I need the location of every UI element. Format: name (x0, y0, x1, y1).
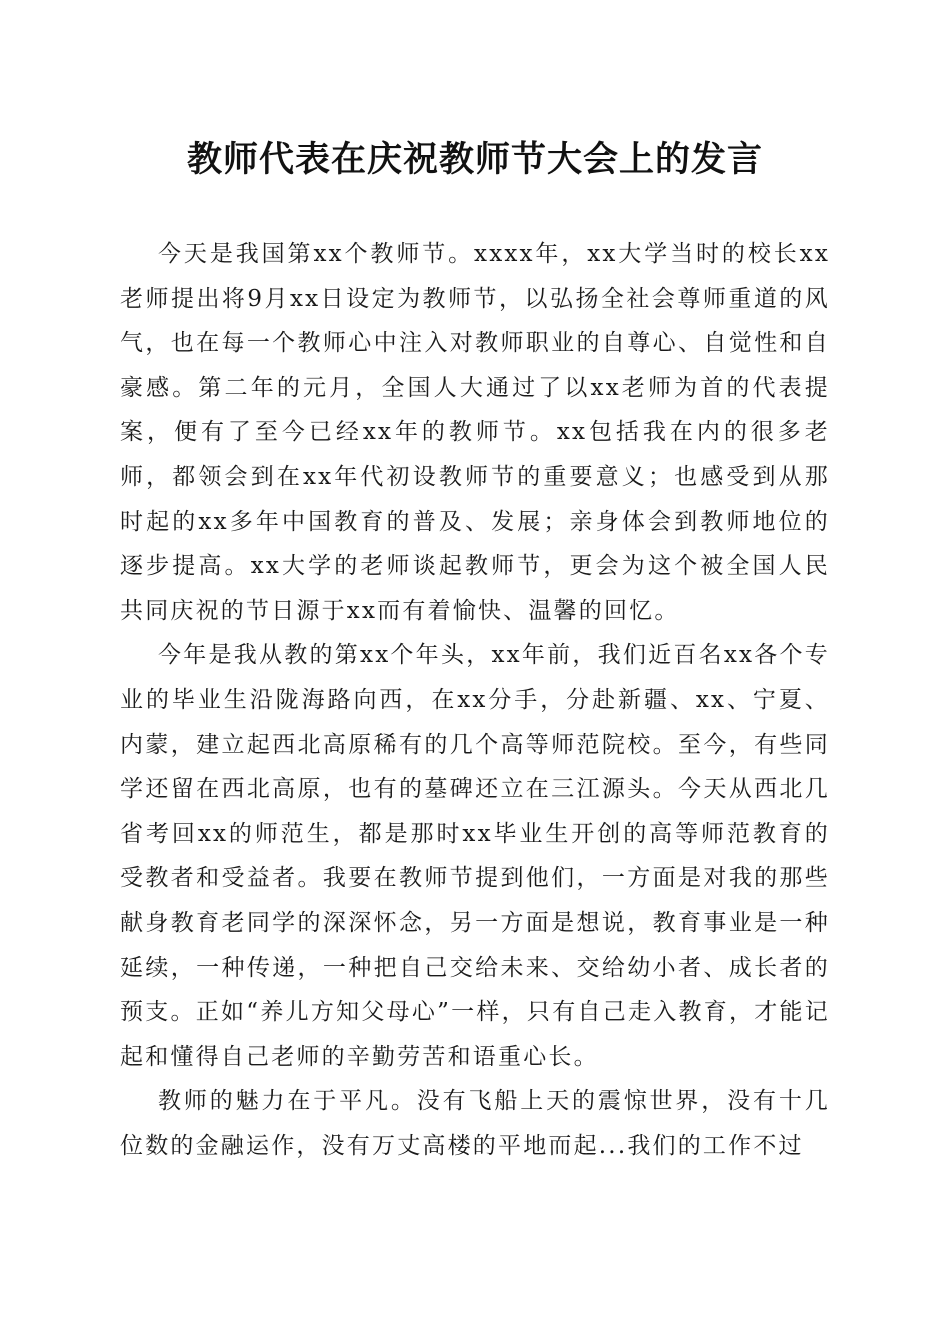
paragraph-2: 今年是我从教的第xx个年头，xx年前，我们近百名xx各个专业的毕业生沿陇海路向西，在xx分手，分赴新疆、xx、宁夏、内蒙，建立起西北高原稀有的几个高等师范院校。至今，有些同学还留在西北高原，也有的墓碑还立在三江源头。今天从西北几省考回xx的师范生，都是那时xx毕业生开创的高等师范教育的受教者和受益者。我要在教师节提到他们，一方面是对我的那些献身教育老同学的深深怀念，另一方面是想说，教育事业是一种延续，一种传递，一种把自己交给未来、交给幼小者、成长者的预支。正如“养儿方知父母心”一样，只有自己走入教育，才能记起和懂得自己老师的辛勤劳苦和语重心长。 (120, 642, 830, 1070)
document-body (120, 232, 830, 1168)
paragraph-3: 教师的魅力在于平凡。没有飞船上天的震惊世界，没有十几位数的金融运作，没有万丈高楼的平地而起...我们的工作不过 (120, 1088, 830, 1159)
paragraph-1: 今天是我国第xx个教师节。xxxx年，xx大学当时的校长xx老师提出将9月xx日设定为教师节，以弘扬全社会尊师重道的风气，也在每一个教师心中注入对教师职业的自尊心、自觉性和自豪感。第二年的元月，全国人大通过了以xx老师为首的代表提案，便有了至今已经xx年的教师节。xx包括我在内的很多老师，都领会到在xx年代初设教师节的重要意义；也感受到从那时起的xx多年中国教育的普及、发展；亲身体会到教师地位的逐步提高。xx大学的老师谈起教师节，更会为这个被全国人民共同庆祝的节日源于xx而有着愉快、温馨的回忆。 (120, 241, 830, 624)
document-title: 教师代表在庆祝教师节大会上的发言 (186, 139, 763, 180)
